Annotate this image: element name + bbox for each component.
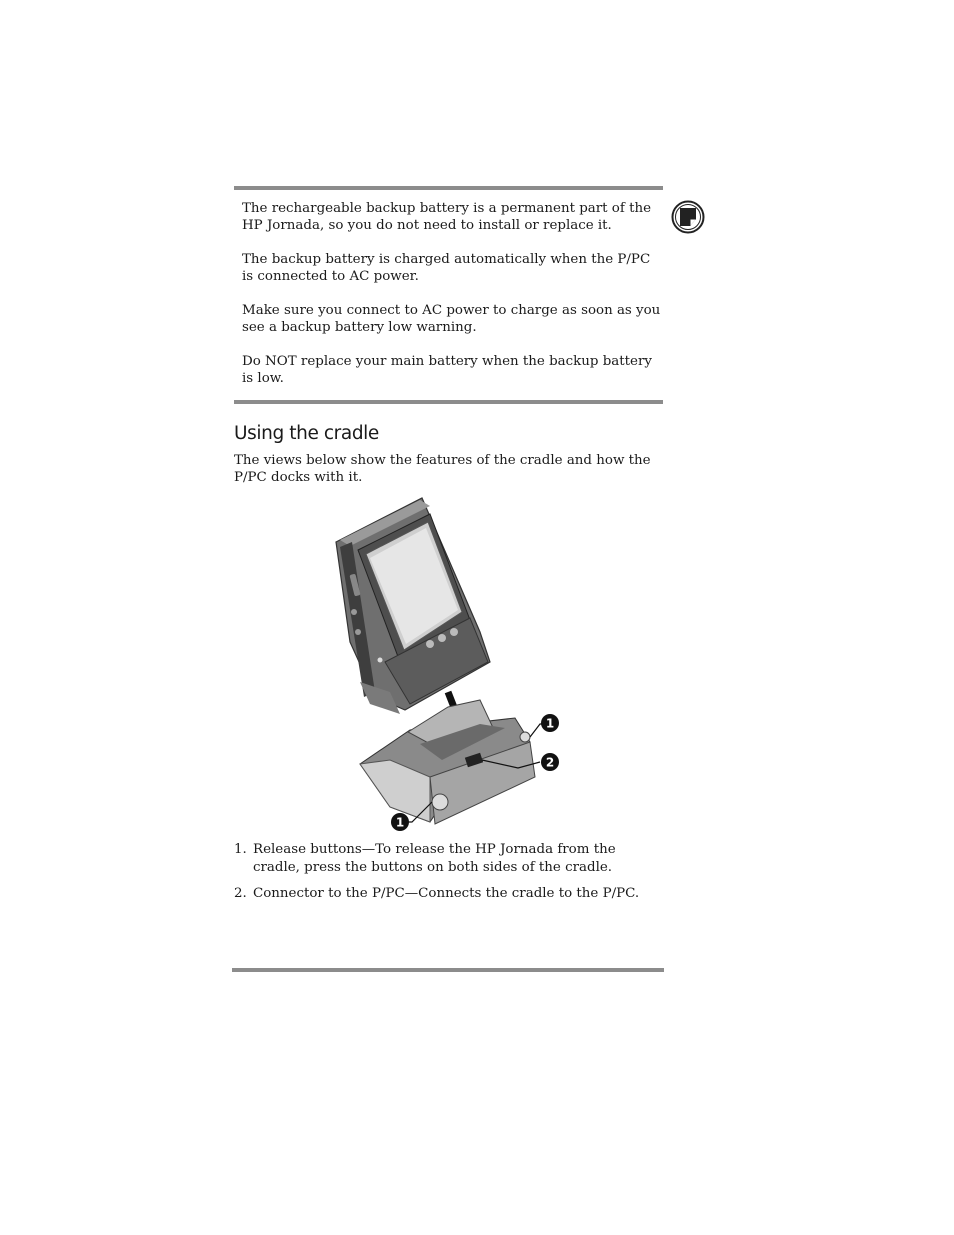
caption-item	[234, 885, 664, 903]
cradle	[360, 700, 535, 824]
callout-number: 2	[545, 755, 555, 770]
callout-badge	[391, 813, 409, 831]
pda-device	[336, 498, 490, 714]
callout-badge	[541, 714, 559, 732]
caption-item	[234, 841, 664, 877]
caption-text: Release buttons—To release the HP Jornada from the cradle, press the buttons on both sides of the cradle.	[253, 842, 616, 875]
note-paragraph: Make sure you connect to AC power to charge as soon as you see a backup battery low warning.	[242, 303, 661, 335]
caption-number: 1.	[234, 842, 247, 857]
caption-text: Connector to the P/PC—Connects the cradle to the P/PC.	[253, 886, 640, 901]
callout-number: 1	[545, 716, 555, 731]
note-paragraph: The rechargeable backup battery is a permanent part of the HP Jornada, so you do not need to install or replace it.	[242, 201, 652, 233]
section-intro: The views below show the features of the cradle and how the P/PC docks with it.	[234, 453, 651, 485]
callout-number: 1	[395, 815, 405, 830]
note-box	[242, 200, 662, 404]
caption-number: 2.	[234, 886, 247, 901]
section-heading: Using the cradle	[234, 423, 379, 444]
figure-captions	[234, 841, 664, 911]
mid-rule	[234, 400, 663, 404]
note-paragraph: The backup battery is charged automatically when the P/PC is connected to AC power.	[242, 252, 651, 284]
cradle-illustration	[330, 492, 570, 837]
callout-badge	[541, 753, 559, 771]
note-paragraph: Do NOT replace your main battery when the backup battery is low.	[242, 354, 652, 386]
bottom-rule	[232, 968, 664, 972]
note-icon	[671, 200, 705, 234]
top-rule	[234, 186, 663, 190]
